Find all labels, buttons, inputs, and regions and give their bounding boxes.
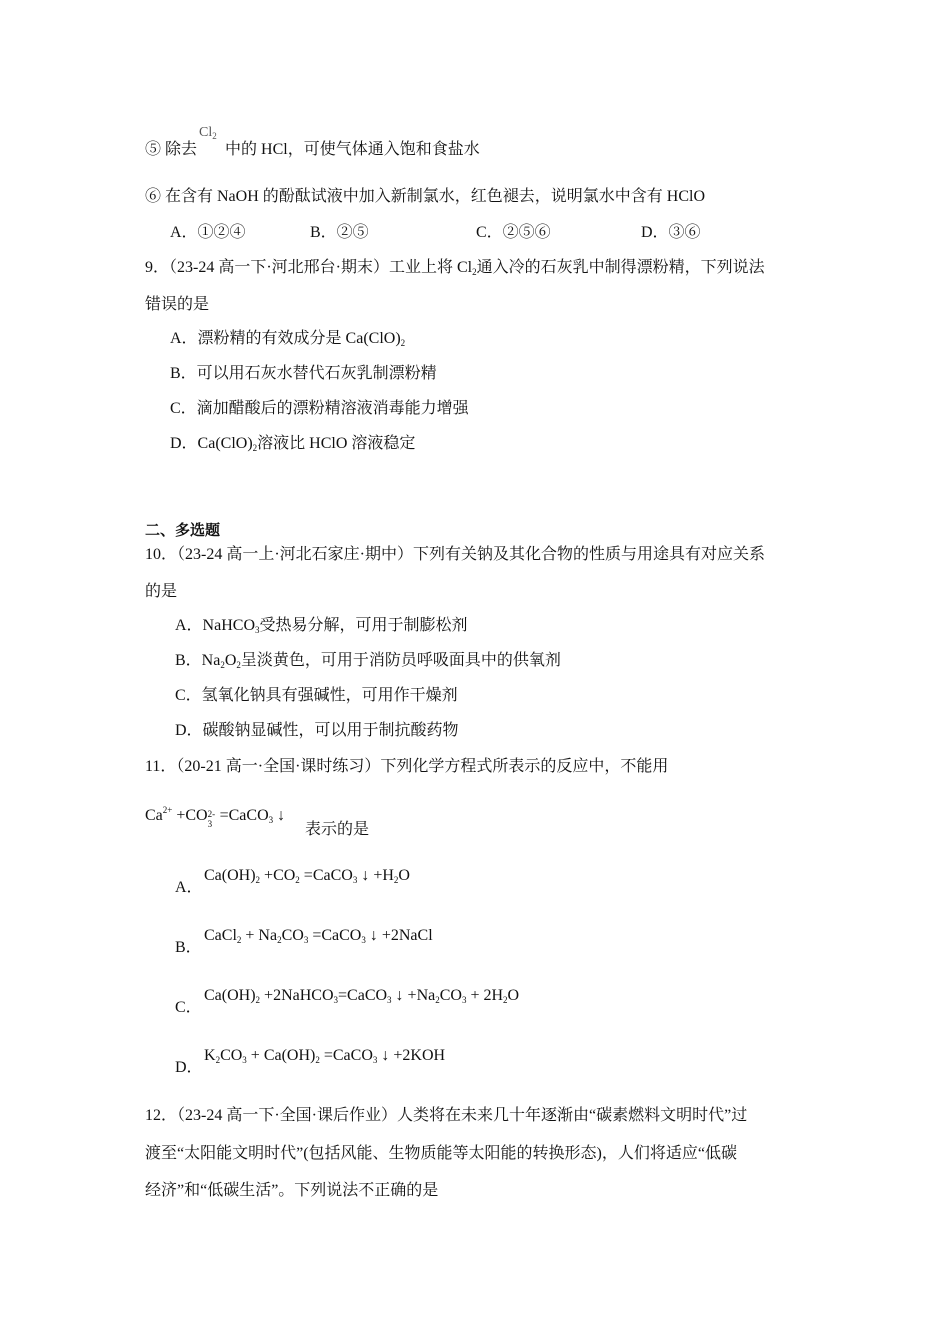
q11-option-c-label: C． bbox=[175, 999, 202, 1016]
q9-option-c: C．滴加醋酸后的漂粉精溶液消毒能力增强 bbox=[170, 400, 469, 417]
q11-option-a-label: A． bbox=[175, 879, 203, 896]
q11-option-b-label: B． bbox=[175, 939, 202, 956]
q10-option-c: C．氢氧化钠具有强碱性，可用作干燥剂 bbox=[175, 687, 458, 704]
q11-option-b-equation: CaCl$_2$ + $Na_2CO_3$ =CaCO$_3$ ↓ +2NaCl bbox=[204, 927, 433, 945]
q9-option-a: A．漂粉精的有效成分是 $Ca(ClO)_2$ bbox=[170, 330, 406, 348]
q11-stem: 11．（20-21 高一·全国·课时练习）下列化学方程式所表示的反应中，不能用 bbox=[145, 758, 669, 775]
item-5: ⑤ 除去 中的 HCl，可使气体通入饱和食盐水 bbox=[145, 141, 480, 158]
q9-option-b: B．可以用石灰水替代石灰乳制漂粉精 bbox=[170, 365, 437, 382]
q11-option-c-equation: $Ca(OH)_2$ +2NaHCO$_3$=CaCO$_3$ ↓ $+Na_2CO_3 + 2H_2O$ bbox=[204, 987, 520, 1005]
q8-option-c: C．②⑤⑥ bbox=[476, 224, 551, 241]
q9-option-d: D．$Ca(ClO)_2$溶液比 HClO 溶液稳定 bbox=[170, 435, 416, 453]
q11-option-d-equation: $K_2CO_3 + Ca(OH)_2$ =CaCO$_3$ ↓ +2KOH bbox=[204, 1047, 446, 1065]
q9-stem-line1: 9．（23-24 高一下·河北邢台·期末）工业上将 $Cl_2$通入冷的石灰乳中制得漂粉精，下列说法 bbox=[145, 259, 765, 277]
q10-stem-line1: 10．（23-24 高一上·河北石家庄·期中）下列有关钠及其化合物的性质与用途具有对应关系 bbox=[145, 546, 765, 563]
q10-stem-line2: 的是 bbox=[145, 583, 178, 600]
q10-option-b: B．$Na_2O_2$呈淡黄色，可用于消防员呼吸面具中的供氧剂 bbox=[175, 652, 561, 670]
q8-option-b: B．②⑤ bbox=[310, 224, 369, 241]
q8-option-d: D．③⑥ bbox=[641, 224, 701, 241]
q11-option-d-label: D． bbox=[175, 1059, 203, 1076]
q12-stem-line3: 经济”和“低碳生活”。下列说法不正确的是 bbox=[145, 1182, 439, 1199]
q9-stem-line2: 错误的是 bbox=[145, 296, 210, 313]
section-heading-multi-choice: 二、多选题 bbox=[145, 521, 221, 539]
q11-stem-suffix: 表示的是 bbox=[305, 821, 370, 838]
q11-ionic-equation: $Ca^{2+} +CO$ 2- 3 =CaCO$_3$ ↓ bbox=[145, 805, 286, 829]
item-6: ⑥ 在含有 NaOH 的酚酞试液中加入新制氯水，红色褪去，说明氯水中含有 HClO bbox=[145, 188, 705, 205]
q11-option-a-equation: $Ca(OH)_2 +CO_2$ =CaCO$_3$ ↓ $+H_2O$ bbox=[204, 867, 410, 885]
cl2-formula: $Cl_2$ bbox=[199, 125, 217, 141]
q12-stem-line2: 渡至“太阳能文明时代”(包括风能、生物质能等太阳能的转换形态)，人们将适应“低碳 bbox=[145, 1145, 737, 1162]
q10-option-d: D．碳酸钠显碱性，可以用于制抗酸药物 bbox=[175, 722, 459, 739]
q12-stem-line1: 12．（23-24 高一下·全国·课后作业）人类将在未来几十年逐渐由“碳素燃料文明时代”过 bbox=[145, 1107, 748, 1124]
q10-option-a: A．NaHCO$_3$受热易分解，可用于制膨松剂 bbox=[175, 617, 468, 635]
q8-option-a: A．①②④ bbox=[170, 224, 246, 241]
